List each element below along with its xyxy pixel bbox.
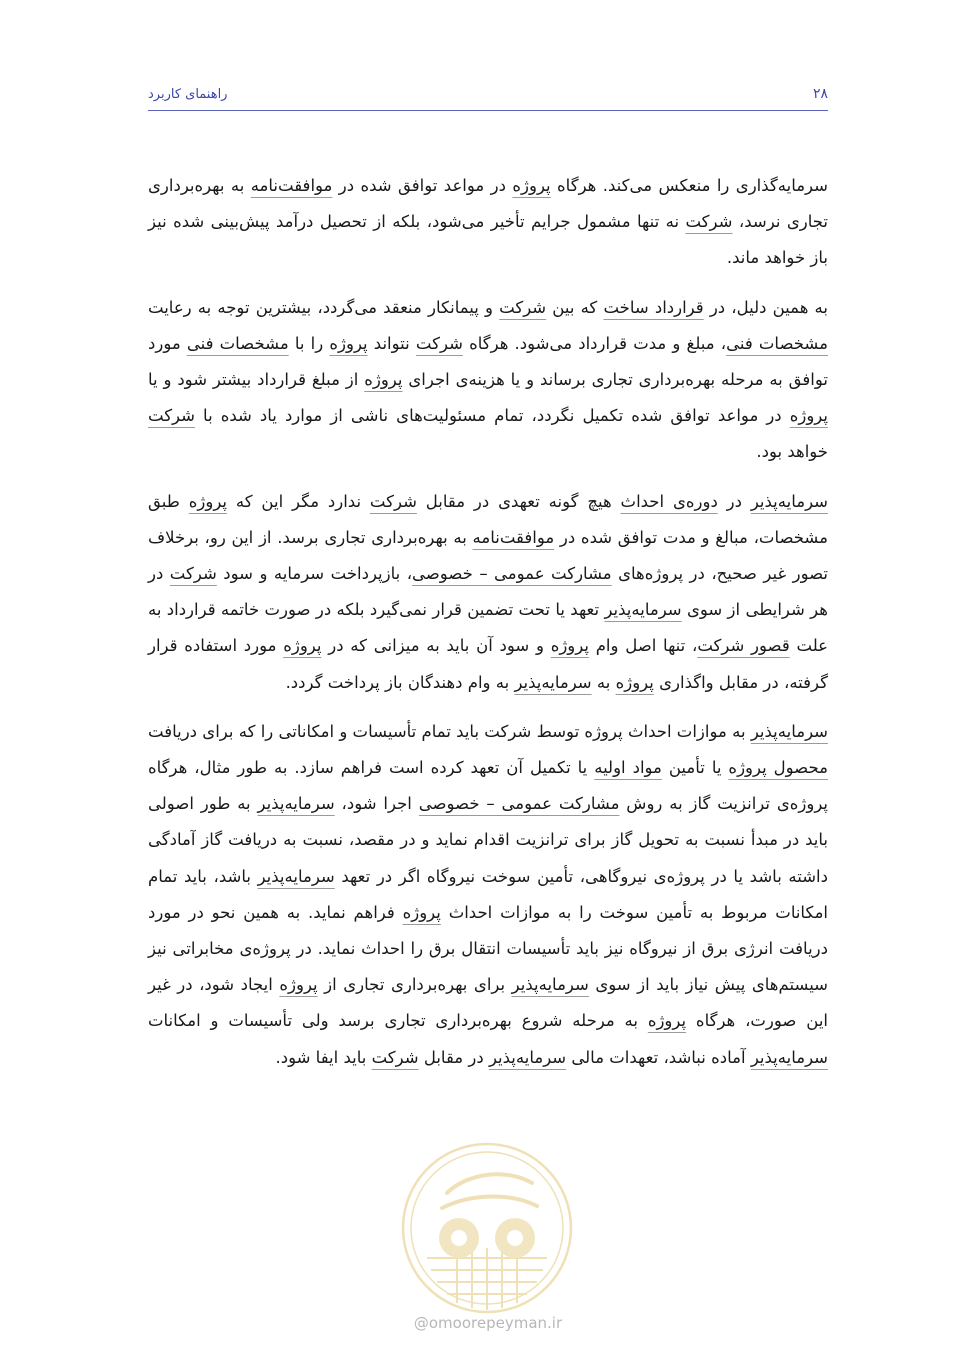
linked-term[interactable]: شرکت [369, 491, 417, 511]
linked-term[interactable]: پروژه [279, 975, 318, 995]
watermark-url: @omoorepeyman.ir [413, 1314, 563, 1332]
linked-term[interactable]: شرکت [499, 297, 547, 317]
linked-term[interactable]: سرمایه‌پذیر [511, 975, 589, 995]
text-run: به طور اصولی باید در مبدأ نسبت به تحویل گاز برای ترانزیت اقدام نماید و در مقصد، نسبت به دریافت گاز آمادگی داشته باشد یا در پروژه‌ی نیروگاهی، تأمین سوخت نیروگاه اگر در تعهد [148, 794, 828, 886]
linked-term[interactable]: پروژه [283, 636, 322, 656]
text-run: ندارد مگر این که [227, 491, 370, 511]
text-run: آماده نباشد، تعهدات مالی [566, 1047, 751, 1067]
paragraph-2 [148, 290, 828, 471]
text-run: در هر شرایطی از سوی [148, 564, 828, 620]
text-run: طبق مشخصات، مبالغ و مدت توافق شده در [148, 491, 828, 547]
text-run: مورد استفاده قرار گرفته، در مقابل واگذاری [148, 636, 828, 692]
text-run: از مبلغ قرارداد بیشتر شود و یا [148, 370, 365, 390]
linked-term[interactable]: سرمایه‌پذیر [604, 600, 682, 620]
linked-term[interactable]: مشارکت عمومی – خصوصی [412, 564, 612, 584]
text-run: باید ایفا شود. [275, 1047, 372, 1067]
linked-term[interactable]: محصول پروژه [728, 758, 828, 778]
text-run: و پیمانکار منعقد می‌گردد، بیشترین توجه به رعایت [148, 297, 500, 317]
text-run: به بهره‌برداری تجاری برسد. از این رو، برخلاف تصور غیر صحیح، در پروژه‌های [148, 527, 828, 584]
text-run: ، تنها اصل وام [588, 636, 698, 656]
linked-term[interactable]: سرمایه‌پذیر [750, 721, 828, 741]
text-run: به بهره‌برداری تجاری نرسد، [148, 176, 828, 232]
text-run: به [591, 672, 616, 692]
paragraph-4 [148, 714, 828, 1076]
text-run: سرمایه‌گذاری را منعکس می‌کند. هرگاه [550, 176, 828, 195]
linked-term[interactable]: مشخصات فنی [726, 333, 828, 353]
linked-term[interactable]: سرمایه‌پذیر [257, 866, 335, 886]
linked-term[interactable]: شرکت [169, 564, 217, 584]
linked-term[interactable]: موافقت‌نامه [250, 176, 333, 195]
linked-term[interactable]: سرمایه‌پذیر [257, 794, 335, 814]
text-run: در مواعد توافق شده تکمیل نگردد، تمام مسئولیت‌های ناشی از موارد یاد شده با [195, 406, 790, 426]
linked-term[interactable]: پروژه [364, 370, 403, 390]
linked-term[interactable]: پروژه [188, 491, 228, 511]
linked-term[interactable]: شرکت [685, 212, 733, 232]
page-number: ۲۸ [812, 86, 828, 102]
text-run: به همین دلیل، در [703, 297, 828, 317]
text-run: به مرحله شروع بهره‌برداری تجاری برسد ولی تأسیسات و امکانات [148, 1011, 648, 1031]
text-run: مورد توافق به مرحله بهره‌برداری تجاری برساند و یا هزینه‌ی اجرای [148, 333, 828, 390]
linked-term[interactable]: شرکت [371, 1047, 419, 1067]
body-text [148, 168, 828, 1089]
linked-term[interactable]: مشارکت عمومی – خصوصی [418, 794, 620, 814]
paragraph-1 [148, 168, 828, 277]
text-run: یا تکمیل آن تعهد کرده است فراهم سازد. به طور مثال، هرگاه پروژه‌ی ترانزیت گاز به روش [148, 758, 829, 814]
text-run: تعهد یا تحت تضمین قرار نمی‌گیرد بلکه در صورت خاتمه قرارداد به علت [148, 600, 828, 656]
linked-term[interactable]: شرکت [148, 406, 195, 426]
text-run: به وام دهندگان باز پرداخت گردد. [285, 672, 515, 692]
text-run: نتواند [367, 333, 416, 353]
linked-term[interactable]: پروژه [647, 1011, 687, 1031]
text-run: ، مبلغ و مدت قرارداد می‌شود. هرگاه [462, 333, 727, 353]
page-header [148, 84, 828, 111]
linked-term[interactable]: پروژه [550, 636, 589, 656]
linked-term[interactable]: سرمایه‌پذیر [750, 491, 829, 511]
paragraph-3 [148, 484, 828, 701]
text-run: برای بهره‌برداری تجاری از [317, 975, 512, 995]
linked-term[interactable]: پروژه [329, 333, 368, 353]
linked-term[interactable]: پروژه [789, 406, 828, 426]
linked-term[interactable]: شرکت [415, 333, 463, 353]
text-run: نه تنها مشمول جرایم تأخیر می‌شود، بلکه از تحصیل درآمد پیش‌بینی شده نیز باز خواهد ماند. [148, 212, 828, 268]
linked-term[interactable]: دوره‌ی احداث [620, 491, 718, 511]
text-run: باشد، باید تمام امکانات مربوط به تأمین سوخت را به موازات احداث [148, 866, 828, 922]
text-run: در [717, 491, 751, 511]
text-run: یا تأمین [661, 758, 729, 778]
text-run: اجرا شود، [334, 794, 419, 814]
text-run: را با [288, 333, 330, 353]
text-run: خواهد بود. [756, 442, 828, 462]
publisher-logo-watermark [397, 1138, 577, 1318]
text-run: در مواعد توافق شده در [332, 176, 513, 195]
linked-term[interactable]: سرمایه‌پذیر [514, 672, 592, 692]
linked-term[interactable]: قرارداد ساخت [603, 297, 704, 317]
linked-term[interactable]: مشخصات فنی [186, 333, 289, 353]
linked-term[interactable]: قصور شرکت [697, 636, 790, 656]
text-run: هیچ گونه تعهدی در مقابل [416, 491, 621, 511]
linked-term[interactable]: موافقت‌نامه [472, 527, 555, 547]
text-run: فراهم نماید. به همین نحو در مورد دریافت انرژی برق از نیروگاه نیز باید تأسیسات انتقال برق را احداث نماید. در پروژه‌ی مخابراتی نیز سیستم‌های پیش نیاز باید از سوی [148, 902, 828, 995]
linked-term[interactable]: پروژه [512, 176, 551, 195]
linked-term[interactable]: پروژه [615, 672, 654, 692]
linked-term[interactable]: سرمایه‌پذیر [488, 1047, 567, 1067]
linked-term[interactable]: پروژه [402, 902, 441, 922]
text-run: که بین [546, 297, 604, 317]
text-run: و سود آن باید به میزانی که در [321, 636, 551, 656]
linked-term[interactable]: مواد اولیه [594, 758, 662, 778]
linked-term[interactable]: سرمایه‌پذیر [750, 1047, 828, 1067]
text-run: ایجاد شود، در غیر این صورت، هرگاه [148, 975, 828, 1031]
running-title: راهنمای کاربرد [148, 87, 228, 102]
text-run: در مقابل [418, 1047, 489, 1067]
text-run: ، بازپرداخت سرمایه و سود [216, 564, 413, 584]
text-run: به موازات احداث پروژه توسط شرکت باید تمام تأسیسات و امکاناتی را که برای دریافت [148, 721, 751, 741]
